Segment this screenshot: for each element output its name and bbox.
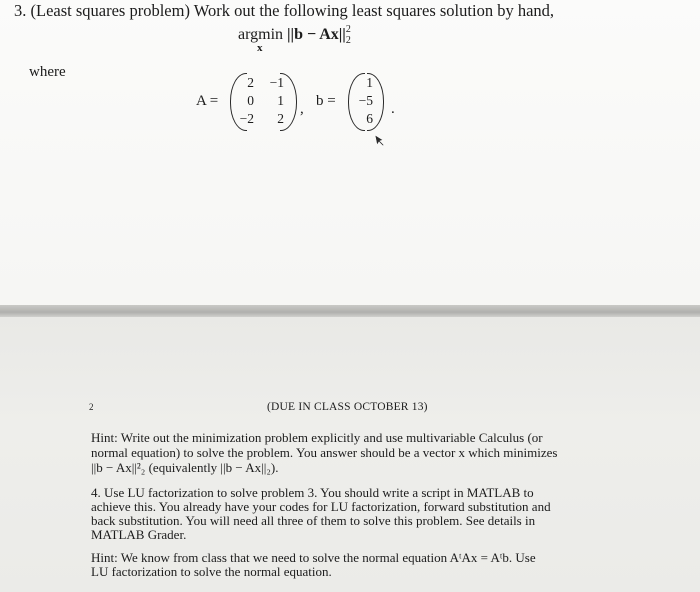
objective bbox=[238, 24, 351, 46]
A-cell: 0 bbox=[247, 93, 254, 108]
page-number: 2 bbox=[89, 402, 94, 412]
argmin-word: argmin bbox=[238, 26, 284, 43]
hint-line: normal equation) to solve the problem. You answer should be a vector x which minimizes bbox=[91, 445, 558, 460]
page-gap bbox=[0, 305, 700, 317]
A-cell: 2 bbox=[247, 75, 254, 90]
problem4-line: achieve this. You already have your codes for LU factorization, forward substitution and bbox=[91, 499, 551, 514]
argmin-variable: x bbox=[257, 42, 263, 54]
due-note: (DUE IN CLASS OCTOBER 13) bbox=[267, 401, 428, 413]
A-cell: 1 bbox=[277, 93, 284, 108]
A-label: A = bbox=[196, 93, 219, 109]
period: . bbox=[391, 101, 395, 117]
b-cell: −5 bbox=[358, 93, 373, 108]
hint-line: Hint: Write out the minimization problem explicitly and use multivariable Calculus (or bbox=[91, 430, 543, 445]
problem3-heading: 3. (Least squares problem) Work out the following least squares solution by hand, bbox=[14, 1, 555, 20]
A-cell: −2 bbox=[239, 111, 254, 126]
b-cell: 6 bbox=[366, 111, 373, 126]
b-label: b = bbox=[316, 93, 336, 109]
mouse-pointer-icon bbox=[371, 134, 385, 150]
problem4-line: back substitution. You will need all three of them to solve this problem. See details in bbox=[91, 513, 536, 528]
problem4-line: 4. Use LU factorization to solve problem 3. You should write a script in MATLAB to bbox=[91, 485, 534, 500]
objective-subscript: 2 bbox=[345, 35, 351, 46]
A-cell: −1 bbox=[269, 75, 284, 90]
where-label: where bbox=[29, 64, 66, 80]
objective-norm: ||b − Ax|| bbox=[287, 26, 346, 43]
comma: , bbox=[300, 101, 304, 117]
hint-line: ||b − Ax||²₂ (equivalently ||b − Ax||₂). bbox=[91, 460, 279, 475]
hint2-line: LU factorization to solve the normal equation. bbox=[91, 564, 332, 579]
b-cell: 1 bbox=[366, 75, 373, 90]
hint2-line: Hint: We know from class that we need to solve the normal equation AᵗAx = Aᵗb. Use bbox=[91, 550, 536, 565]
A-cell: 2 bbox=[277, 111, 284, 126]
objective-exponent: 2 bbox=[345, 24, 351, 35]
problem4-line: MATLAB Grader. bbox=[91, 527, 187, 542]
